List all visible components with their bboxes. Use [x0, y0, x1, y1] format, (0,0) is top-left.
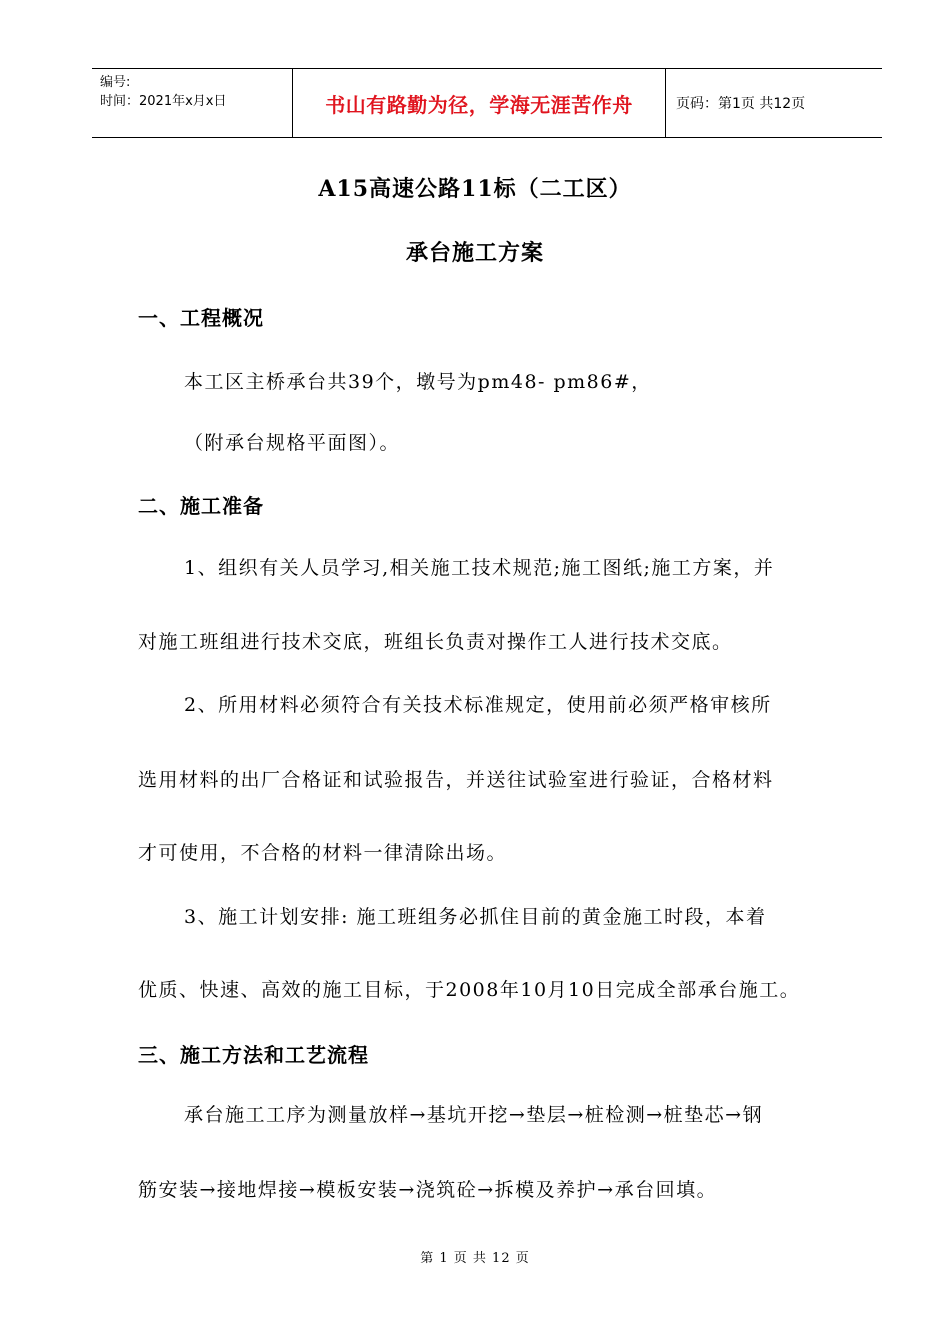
paragraph-line: 筋安装→接地焊接→模板安装→浇筑砼→拆模及养护→承台回填。: [138, 1179, 718, 1201]
paragraph-line: 对施工班组进行技术交底，班组长负责对操作工人进行技术交底。: [138, 631, 733, 653]
section-heading-preparation: 二、施工准备: [138, 494, 264, 518]
paragraph-line: 优质、快速、高效的施工目标，于2008年10月10日完成全部承台施工。: [138, 979, 801, 1001]
doc-title-line2: 承台施工方案: [405, 240, 544, 266]
paragraph-line: 1、组织有关人员学习,相关施工技术规范;施工图纸;施工方案，并: [184, 557, 775, 579]
paragraph-line: 承台施工工序为测量放样→基坑开挖→垫层→桩检测→桩垫芯→钢: [184, 1104, 764, 1126]
header-table: [92, 68, 882, 138]
header-slogan: 书山有路勤为径，学海无涯苦作舟: [293, 69, 666, 137]
header-page-info: 页码：第1页 共12页: [676, 96, 806, 112]
paragraph-line: （附承台规格平面图）。: [184, 432, 401, 454]
paragraph-line: 本工区主桥承台共39个，墩号为pm48- pm86#，: [184, 371, 652, 393]
paragraph-line: 才可使用，不合格的材料一律清除出场。: [138, 842, 508, 864]
paragraph-line: 3、施工计划安排: 施工班组务必抓住目前的黄金施工时段，本着: [184, 906, 767, 928]
page-footer: 第 1 页 共 12 页: [420, 1251, 530, 1266]
doc-title-line1: A15高速公路11标（二工区）: [318, 176, 632, 202]
header-meta-cell: [92, 69, 293, 137]
paragraph-line: 选用材料的出厂合格证和试验报告，并送往试验室进行验证，合格材料: [138, 769, 774, 791]
section-heading-overview: 一、工程概况: [138, 306, 264, 330]
code-label: 编号:: [100, 75, 131, 90]
time-label: 时间：2021年x月x日: [100, 94, 227, 109]
section-heading-method: 三、施工方法和工艺流程: [138, 1043, 369, 1067]
paragraph-line: 2、所用材料必须符合有关技术标准规定，使用前必须严格审核所: [184, 694, 772, 716]
